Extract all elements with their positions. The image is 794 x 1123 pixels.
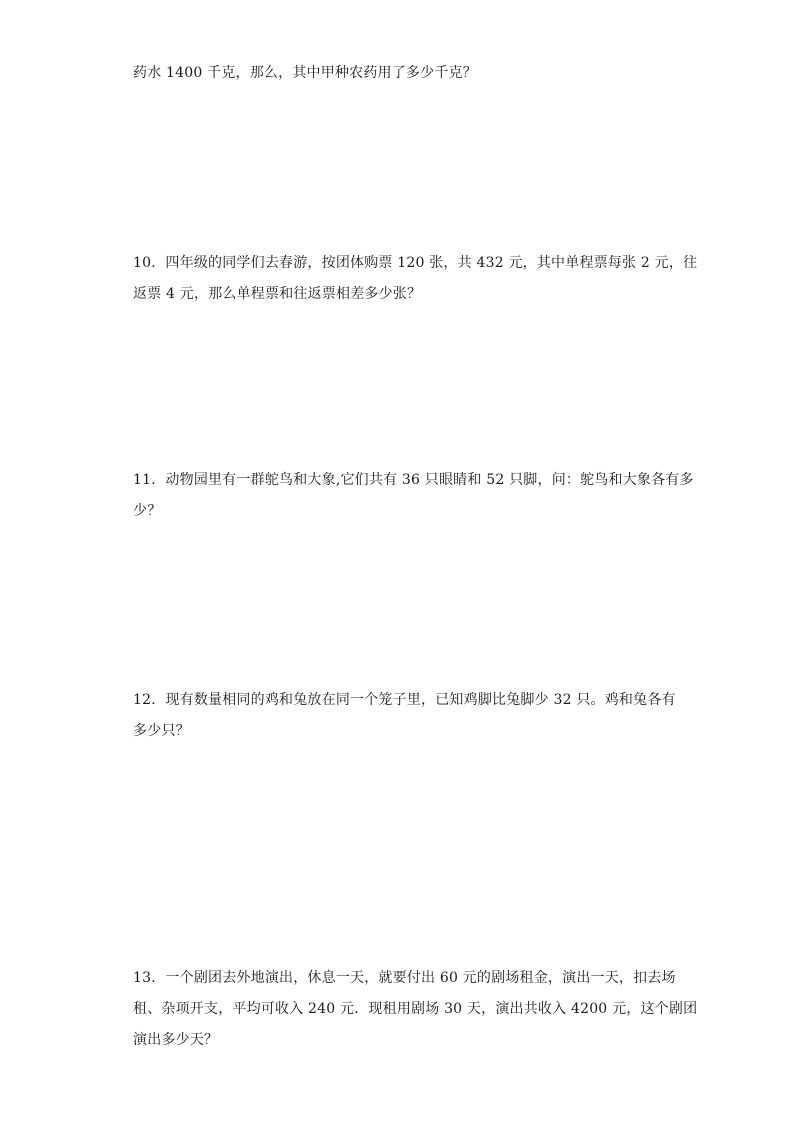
question-10 bbox=[133, 248, 698, 310]
question-text-line: 13．一个剧团去外地演出，休息一天，就要付出 60 元的剧场租金，演出一天，扣去场 bbox=[133, 970, 676, 986]
question-9-continued bbox=[133, 58, 663, 89]
question-text-line: 11．动物园里有一群鸵鸟和大象,它们共有 36 只眼睛和 52 只脚，问：鸵鸟和大象各有多 bbox=[133, 472, 694, 488]
question-text-line: 12．现有数量相同的鸡和兔放在同一个笼子里，已知鸡脚比兔脚少 32 只。鸡和兔各有 bbox=[133, 692, 676, 708]
question-text-line: 药水 1400 千克，那么，其中甲种农药用了多少千克？ bbox=[133, 65, 477, 81]
question-11 bbox=[133, 465, 694, 527]
question-12 bbox=[133, 685, 676, 747]
question-text-line: 租、杂项开支，平均可收入 240 元．现租用剧场 30 天，演出共收入 4200 元，这个剧团 bbox=[133, 1001, 698, 1017]
question-text-line: 10．四年级的同学们去春游，按团体购票 120 张，共 432 元，其中单程票每张 2 元，往 bbox=[133, 255, 698, 271]
question-text-line: 演出多少天？ bbox=[133, 1032, 219, 1048]
question-text-line: 少？ bbox=[133, 503, 162, 519]
question-13 bbox=[133, 963, 698, 1056]
question-text-line: 多少只？ bbox=[133, 723, 190, 739]
question-text-line: 返票 4 元，那么单程票和往返票相差多少张？ bbox=[133, 286, 422, 302]
